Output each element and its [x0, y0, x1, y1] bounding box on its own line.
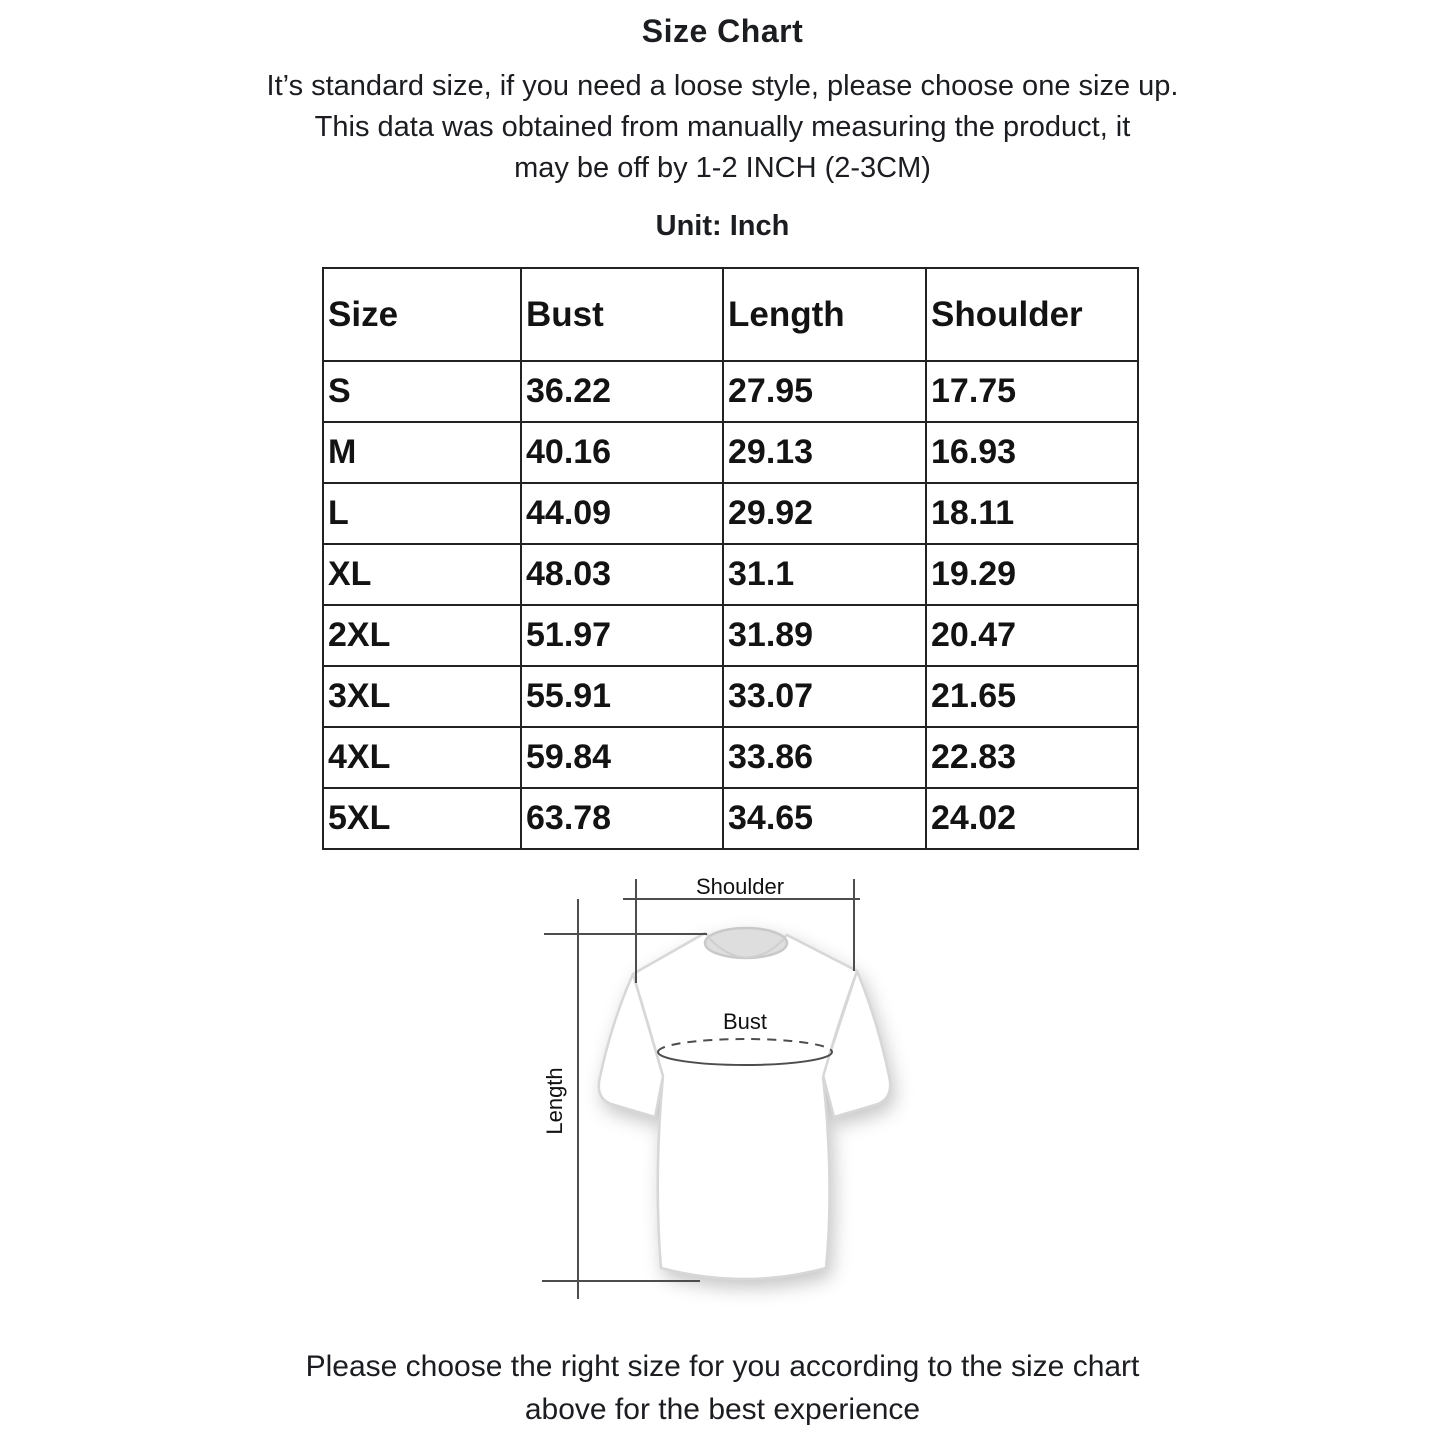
table-row [323, 605, 1138, 666]
table-header-row [323, 268, 1138, 361]
tshirt-illustration [599, 928, 890, 1279]
cell-size: 4XL [323, 727, 521, 788]
column-header-size: Size [323, 268, 521, 361]
cell-shoulder: 24.02 [926, 788, 1138, 849]
shoulder-label: Shoulder [695, 874, 785, 899]
cell-size: S [323, 361, 521, 422]
intro-line-3: may be off by 1-2 INCH (2-3CM) [514, 152, 931, 184]
cell-shoulder: 20.47 [926, 605, 1138, 666]
cell-length: 31.1 [723, 544, 926, 605]
cell-shoulder: 21.65 [926, 666, 1138, 727]
column-header-shoulder: Shoulder [926, 268, 1138, 361]
intro-text [0, 66, 1445, 189]
footer-line-2: above for the best experience [524, 1393, 921, 1426]
cell-length: 33.86 [723, 727, 926, 788]
table-row [323, 666, 1138, 727]
cell-shoulder: 19.29 [926, 544, 1138, 605]
tshirt-diagram-svg [520, 871, 960, 1326]
unit-label: Unit: Inch [655, 210, 790, 242]
cell-size: L [323, 483, 521, 544]
table-row [323, 544, 1138, 605]
column-header-bust: Bust [521, 268, 723, 361]
bust-label: Bust [722, 1009, 768, 1034]
cell-bust: 63.78 [521, 788, 723, 849]
tshirt-body [633, 933, 857, 1279]
intro-line-1: It’s standard size, if you need a loose style, please choose one size up. [266, 70, 1179, 102]
page-title: Size Chart [641, 13, 804, 49]
column-header-length: Length [723, 268, 926, 361]
size-table [322, 267, 1139, 850]
cell-bust: 44.09 [521, 483, 723, 544]
footer-line-1: Please choose the right size for you according to the size chart [305, 1350, 1140, 1383]
tshirt-measurement-diagram [520, 871, 960, 1326]
tshirt-collar-opening [705, 928, 787, 958]
cell-shoulder: 18.11 [926, 483, 1138, 544]
table-row [323, 727, 1138, 788]
cell-length: 31.89 [723, 605, 926, 666]
cell-size: 3XL [323, 666, 521, 727]
cell-length: 34.65 [723, 788, 926, 849]
cell-bust: 40.16 [521, 422, 723, 483]
cell-bust: 59.84 [521, 727, 723, 788]
cell-size: 5XL [323, 788, 521, 849]
cell-bust: 55.91 [521, 666, 723, 727]
cell-bust: 51.97 [521, 605, 723, 666]
cell-length: 29.13 [723, 422, 926, 483]
table-row [323, 422, 1138, 483]
table-row [323, 361, 1138, 422]
cell-length: 27.95 [723, 361, 926, 422]
cell-bust: 36.22 [521, 361, 723, 422]
footer-note [0, 1345, 1445, 1431]
cell-size: XL [323, 544, 521, 605]
cell-shoulder: 16.93 [926, 422, 1138, 483]
cell-shoulder: 17.75 [926, 361, 1138, 422]
cell-bust: 48.03 [521, 544, 723, 605]
cell-size: 2XL [323, 605, 521, 666]
length-label: Length [542, 1067, 567, 1135]
cell-shoulder: 22.83 [926, 727, 1138, 788]
cell-length: 33.07 [723, 666, 926, 727]
intro-line-2: This data was obtained from manually measuring the product, it [314, 111, 1131, 143]
table-row [323, 788, 1138, 849]
cell-length: 29.92 [723, 483, 926, 544]
cell-size: M [323, 422, 521, 483]
table-row [323, 483, 1138, 544]
